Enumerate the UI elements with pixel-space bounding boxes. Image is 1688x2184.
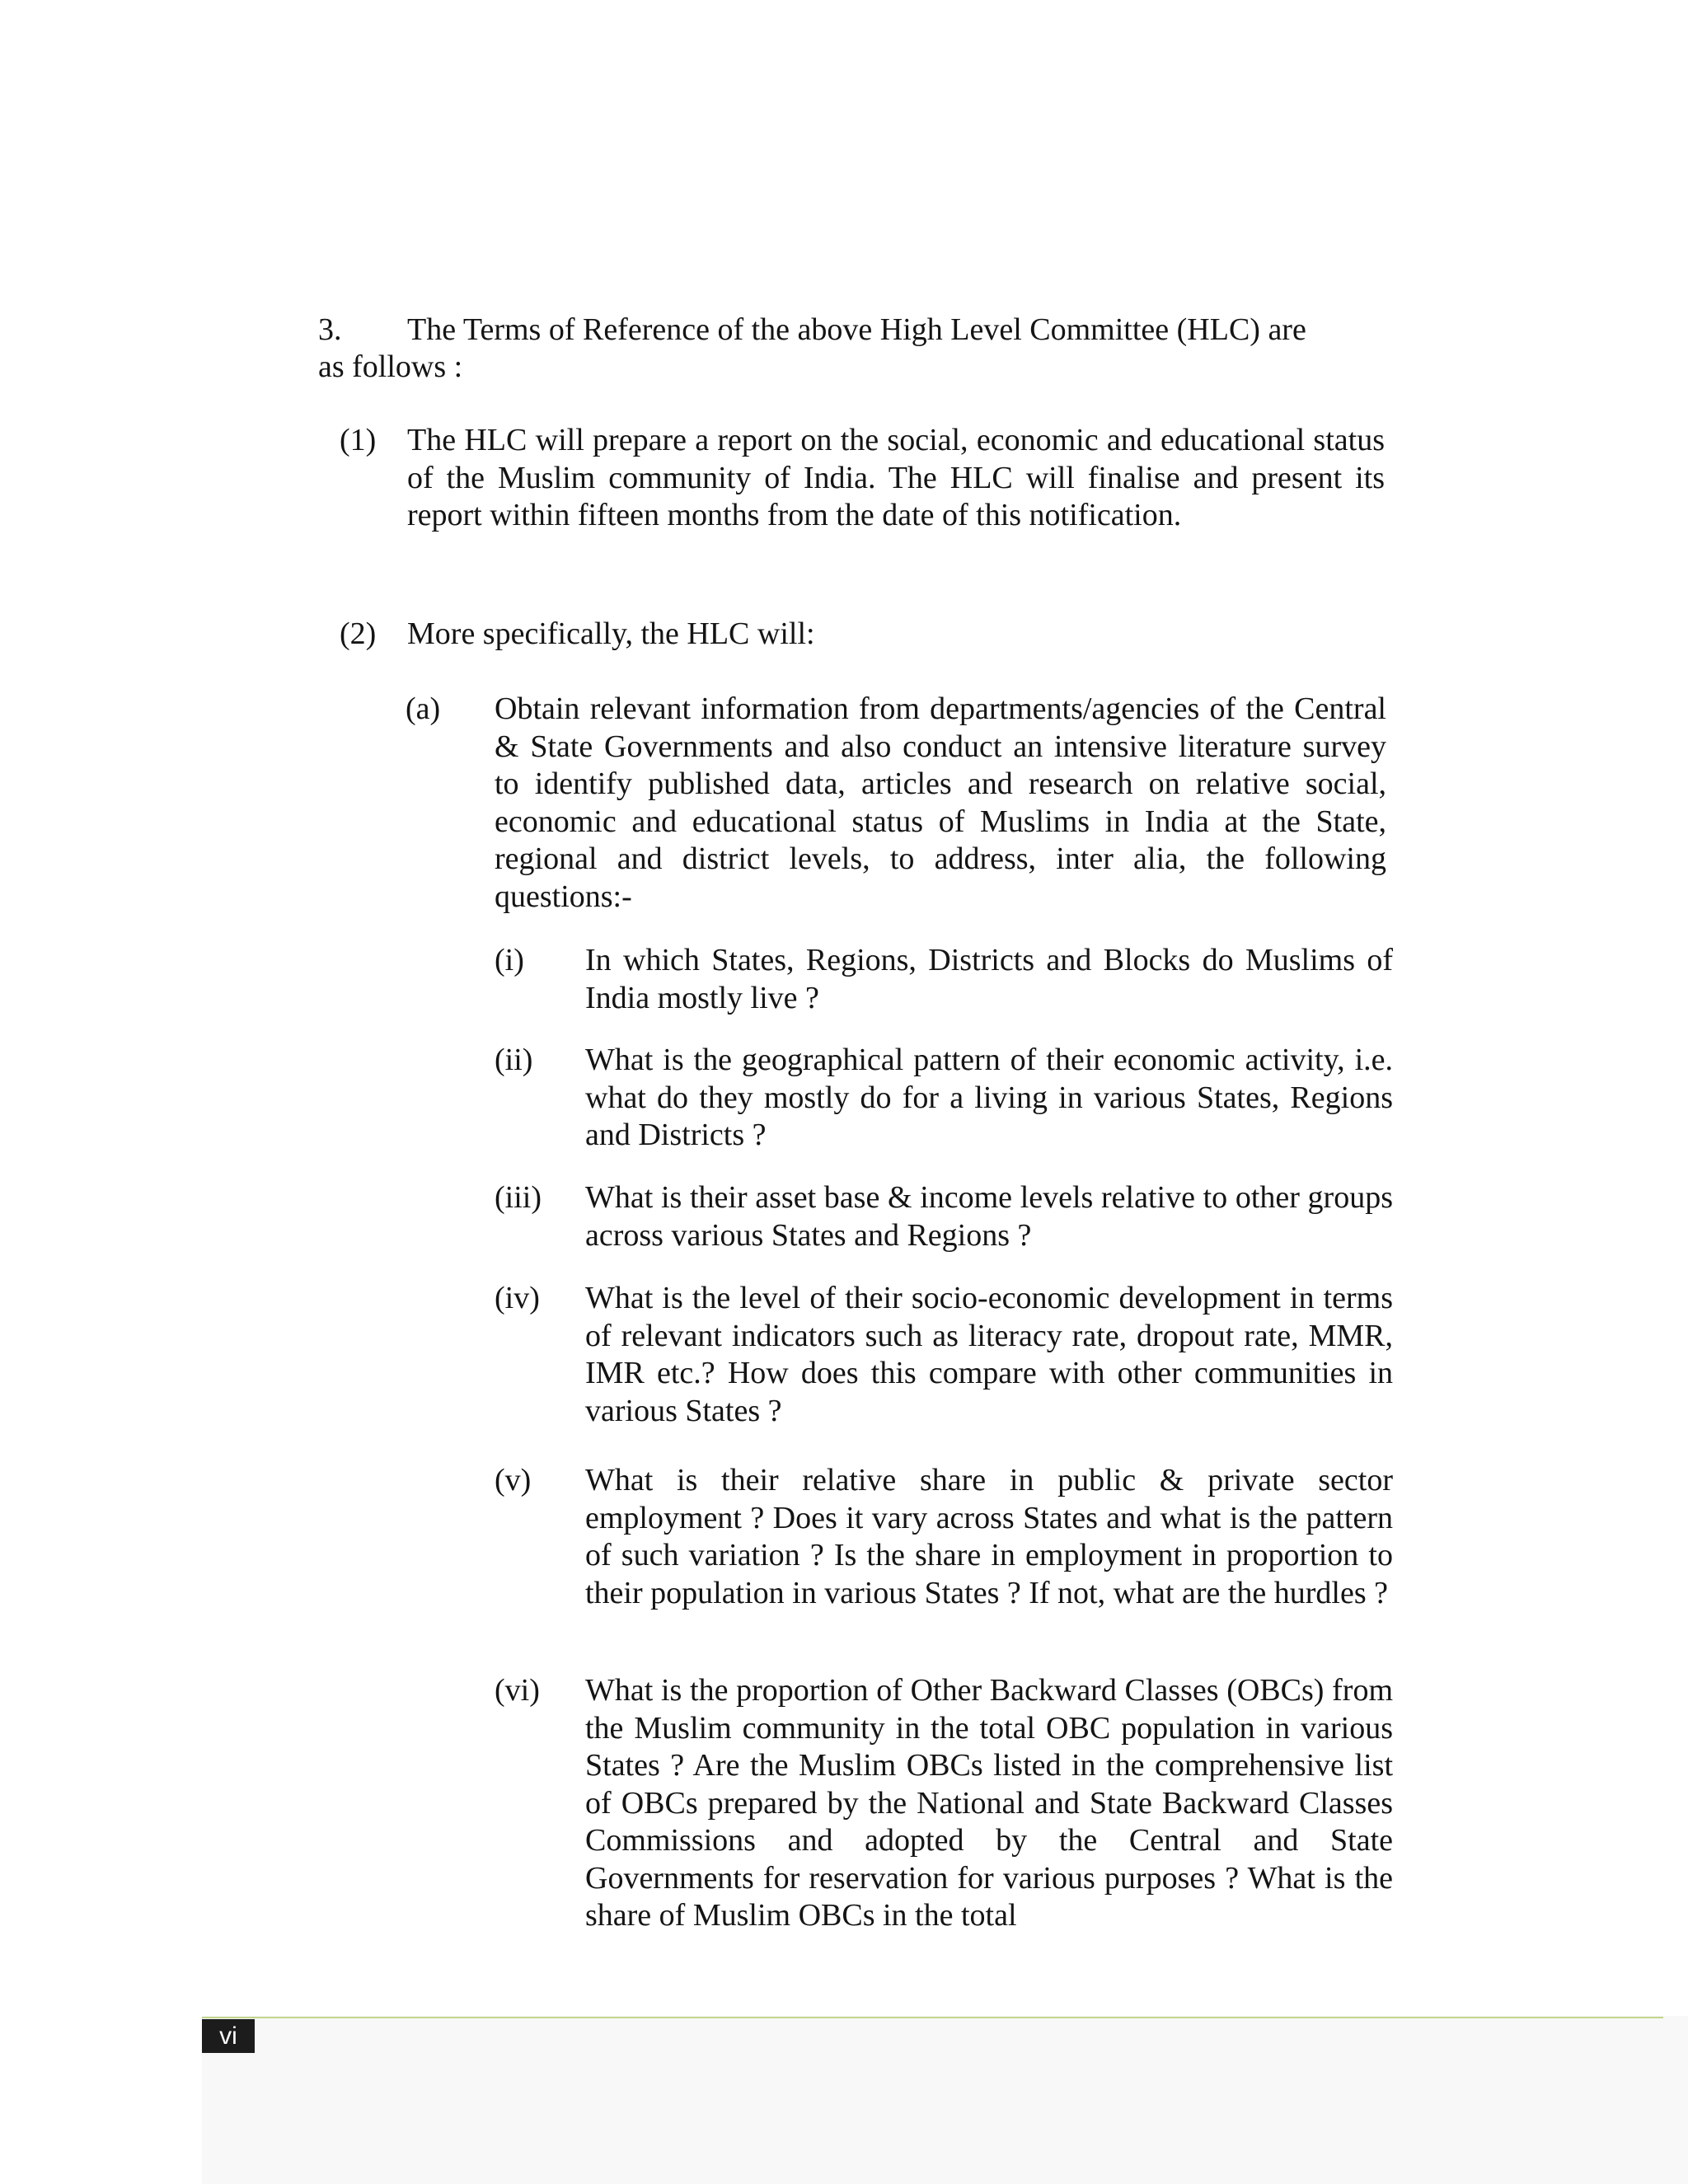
list-item-text: More specifically, the HLC will: [407,616,815,651]
intro-text-line-2: as follows : [318,349,463,384]
question-iv [495,1280,1393,1430]
sub-item-a [406,691,1386,916]
question-vi [495,1672,1393,1935]
intro-text-line-1: The Terms of Reference of the above High Level Committee (HLC) are [407,312,1306,347]
sub-item-label: (a) [406,691,441,726]
question-text: What is their relative share in public & private sector employment ? Does it vary across States and what is the pattern of such variation ? Is the share in employment in proportion to their population in various States ? If not, what are the hurdles ? [585,1463,1393,1610]
page-number: vi [202,2019,255,2053]
question-text: In which States, Regions, Districts and Blocks do Muslims of India mostly live ? [585,943,1393,1015]
question-label: (iii) [495,1180,542,1215]
list-item-text: The HLC will prepare a report on the social, economic and educational status of the Muslim community of India. The HLC will finalise and present its report within fifteen months from the date of this notification. [407,423,1385,532]
question-label: (i) [495,943,524,977]
question-text: What is the geographical pattern of their economic activity, i.e. what do they mostly do for a living in various States, Regions and Districts ? [585,1043,1393,1152]
question-iii [495,1179,1393,1254]
paragraph-number: 3. [318,312,342,347]
list-item-2 [340,616,1386,654]
question-label: (ii) [495,1043,533,1077]
intro-paragraph [318,312,1390,386]
question-label: (iv) [495,1281,540,1315]
question-text: What is the level of their socio-economic development in terms of relevant indicators such as literacy rate, dropout rate, MMR, IMR etc.? How does this compare with other communities in various States ? [585,1281,1393,1428]
list-item-label: (2) [340,616,377,651]
question-i [495,942,1393,1017]
footer-rule [202,2017,1663,2018]
list-item-1 [340,422,1386,535]
footer-shade [202,2016,1688,2184]
intro-line-1 [318,312,1390,349]
list-item-label: (1) [340,423,377,457]
question-text: What is their asset base & income levels relative to other groups across various States and Regions ? [585,1180,1393,1253]
question-label: (vi) [495,1673,540,1708]
question-text: What is the proportion of Other Backward Classes (OBCs) from the Muslim community in the total OBC population in various States ? Are the Muslim OBCs listed in the comprehensive list of OBCs prepared by the National and State Backward Classes Commissions and adopted by the Central and State Governments for reservation for various purposes ? What is the share of Muslim OBCs in the total [585,1673,1393,1933]
sub-item-text: Obtain relevant information from departments/agencies of the Central & State Governments and also conduct an intensive literature survey to identify published data, articles and research on relative social, economic and educational status of Muslims in India at the State, regional and district levels, to address, inter alia, the following questions:- [495,691,1386,914]
question-ii [495,1042,1393,1155]
question-label: (v) [495,1463,532,1497]
question-v [495,1462,1393,1612]
